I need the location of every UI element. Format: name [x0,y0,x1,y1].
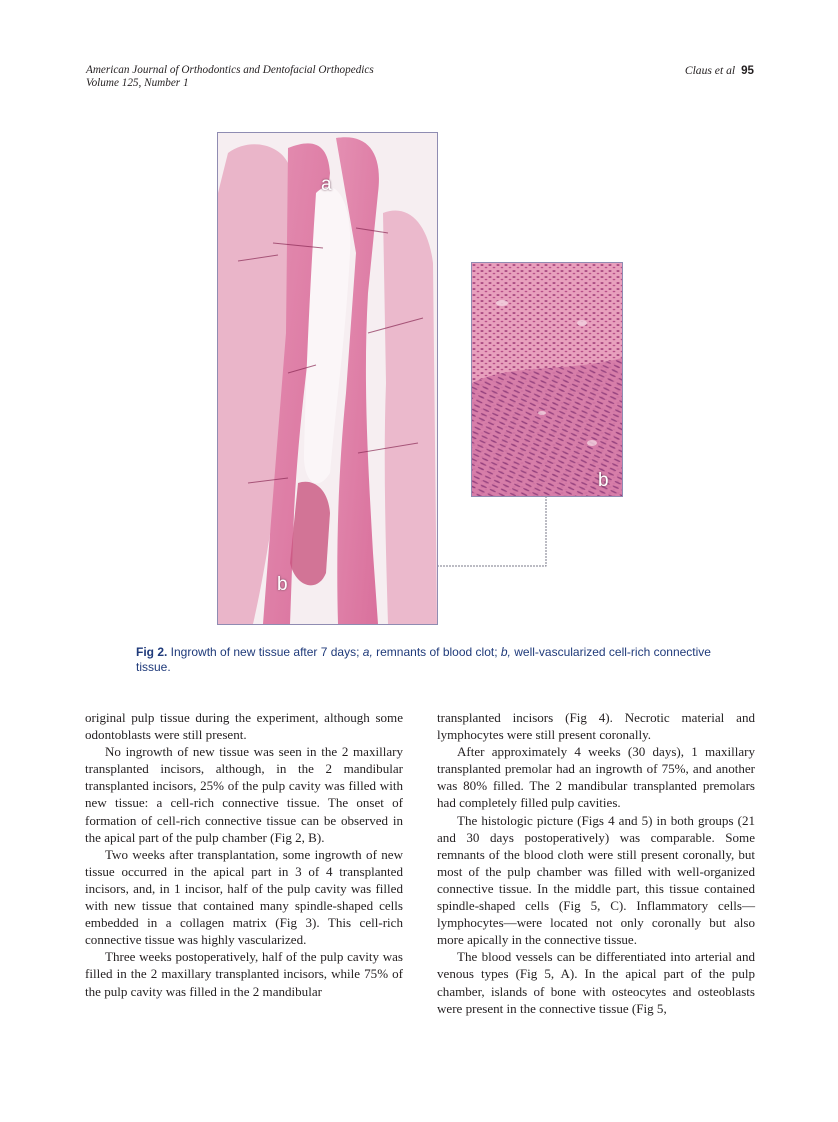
paragraph: The histologic picture (Figs 4 and 5) in both groups (21 and 30 days postoperatively) was comparable. Some remnants of the blood cloth were still present coronally, but most of the pulp chamber was filled with well-organized connective tissue. In the middle part, this tissue contained spindle-shaped cells (Fig 5, C). Inflammatory cells—lymphocytes—were located not only coronally but also more apically in the connective tissue. [437,812,755,948]
paragraph: The blood vessels can be differentiated into arterial and venous types (Fig 5, A). In the apical part of the pulp chamber, islands of bone with osteocytes and osteoblasts were present in the connective tissue (Fig 5, [437,949,755,1016]
paragraph: Two weeks after transplantation, some ingrowth of new tissue occurred in the apical part in 3 of 4 transplanted incisors, and, in 1 incisor, half of the pulp cavity was filled with new tissue that contained many spindle-shaped cells embedded in a collagen matrix (Fig 3). This cell-rich connective tissue was highly vascularized. [85,846,403,948]
journal-title: American Journal of Orthodontics and Dentofacial Orthopedics [86,64,374,76]
panel-label-b: b [598,470,609,491]
caption-mid: remnants of blood clot; [372,645,501,659]
right-column [437,709,755,1017]
panel-label-a: a [321,174,332,195]
paragraph: Three weeks postoperatively, half of the pulp cavity was filled in the 2 maxillary transplanted incisors, while 75% of the pulp cavity was filled in the 2 mandibular [85,949,403,999]
caption-end: well-vascularized cell-rich connective tissue. [136,645,711,674]
histology-panel-b [471,262,623,497]
caption-b: b, [500,645,511,659]
caption-figure-label: Fig 2. [136,645,168,659]
left-column [85,709,403,1000]
paragraph: No ingrowth of new tissue was seen in the 2 maxillary transplanted incisors, although, in the 2 mandibular transplanted incisors, 25% of the pulp cavity was filled with new tissue: a cell-rich connective tissue. The onset of formation of cell-rich connective tissue can be observed in the apical part of the pulp chamber (Fig 2, B). [85,744,403,845]
caption-a: a, [362,645,373,659]
connective-tissue-image [472,263,622,496]
panel-label-b-in-a: b [277,574,288,595]
figure-caption [136,645,736,675]
author-name: Claus et al [684,64,736,77]
paragraph: transplanted incisors (Fig 4). Necrotic material and lymphocytes were still present coronally. [437,710,755,743]
caption-text: Ingrowth of new tissue after 7 days; [167,645,363,659]
paragraph: After approximately 4 weeks (30 days), 1 maxillary transplanted premolar had an ingrowth of 75%, and another was 80% filled. The 2 mandibular transplanted premolars had completely filled pulp cavities. [437,744,755,811]
tooth-section-image [218,133,437,624]
journal-volume: Volume 125, Number 1 [86,77,189,89]
histology-panel-a [217,132,438,625]
paragraph: original pulp tissue during the experiment, although some odontoblasts were still present. [85,710,403,743]
page-number: 95 [741,64,754,77]
